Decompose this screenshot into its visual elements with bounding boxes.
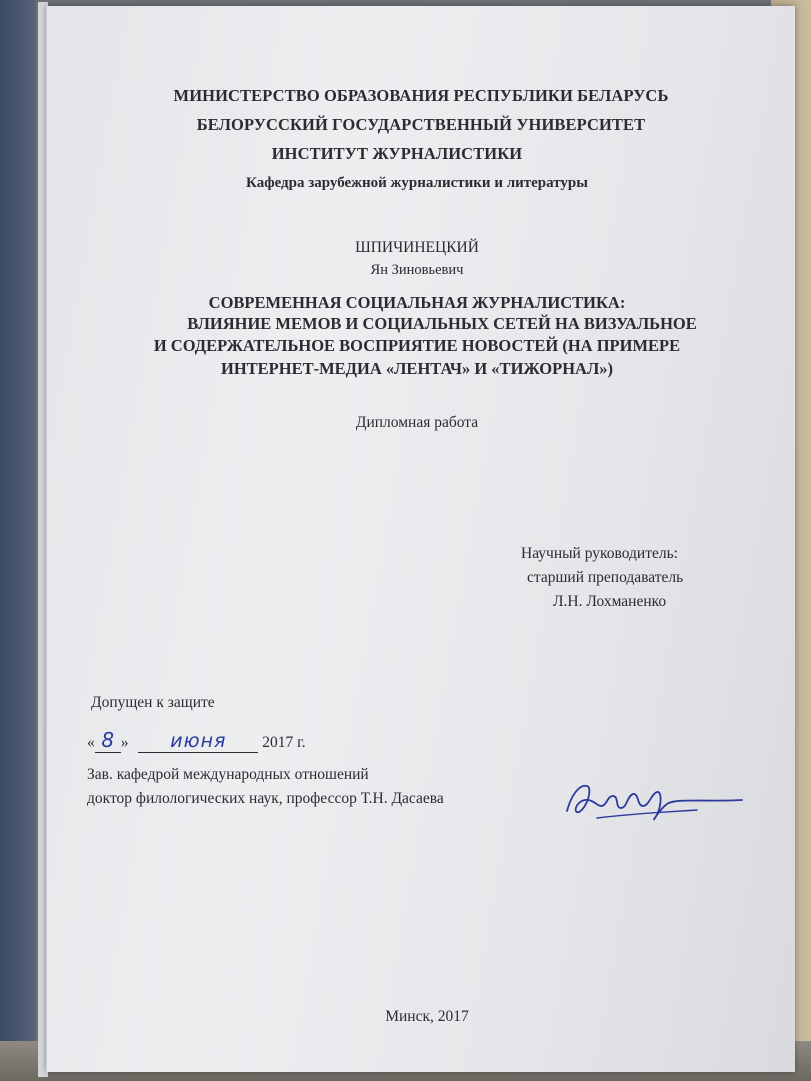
- supervisor-name: Л.Н. Лохманенко: [553, 593, 667, 610]
- title-page: [46, 6, 795, 1072]
- date-day-field: [95, 728, 121, 753]
- date-year: 2017 г.: [262, 734, 306, 751]
- head-of-department-line-1: Зав. кафедрой международных отношений: [87, 766, 369, 783]
- author-surname: ШПИЧИНЕЦКИЙ: [355, 239, 479, 256]
- signature-icon: [557, 766, 747, 836]
- date-day-handwritten: 8: [101, 728, 115, 752]
- date-close-quote: »: [120, 734, 129, 751]
- date-open-quote: «: [87, 734, 95, 751]
- thesis-title-line-2: ВЛИЯНИЕ МЕМОВ И СОЦИАЛЬНЫХ СЕТЕЙ НА ВИЗУАЛЬНОЕ: [187, 314, 697, 333]
- institute-header: ИНСТИТУТ ЖУРНАЛИСТИКИ: [271, 144, 523, 163]
- binder-cover: [0, 0, 36, 1081]
- city-year: Минск, 2017: [385, 1008, 469, 1025]
- admission-label: Допущен к защите: [91, 694, 215, 711]
- thesis-title-line-3: И СОДЕРЖАТЕЛЬНОЕ ВОСПРИЯТИЕ НОВОСТЕЙ (НА ПРИМЕРЕ: [153, 336, 681, 355]
- head-of-department-line-2: доктор филологических наук, профессор Т.Н. Дасаева: [87, 790, 444, 807]
- university-header: БЕЛОРУССКИЙ ГОСУДАРСТВЕННЫЙ УНИВЕРСИТЕТ: [196, 115, 646, 134]
- admission-date: [87, 728, 306, 753]
- thesis-title-line-4: ИНТЕРНЕТ-МЕДИА «ЛЕНТАЧ» И «ТИЖОРНАЛ»): [220, 359, 614, 378]
- department-header: Кафедра зарубежной журналистики и литературы: [246, 175, 588, 191]
- supervisor-position: старший преподаватель: [527, 569, 684, 586]
- date-month-handwritten: июня: [170, 730, 227, 752]
- thesis-title-line-1: СОВРЕМЕННАЯ СОЦИАЛЬНАЯ ЖУРНАЛИСТИКА:: [208, 293, 626, 312]
- date-month-field: [138, 730, 258, 753]
- work-type: Дипломная работа: [355, 414, 479, 431]
- ministry-header: МИНИСТЕРСТВО ОБРАЗОВАНИЯ РЕСПУБЛИКИ БЕЛАРУСЬ: [173, 86, 669, 105]
- author-given-names: Ян Зиновьевич: [370, 262, 464, 278]
- supervisor-label: Научный руководитель:: [521, 545, 678, 562]
